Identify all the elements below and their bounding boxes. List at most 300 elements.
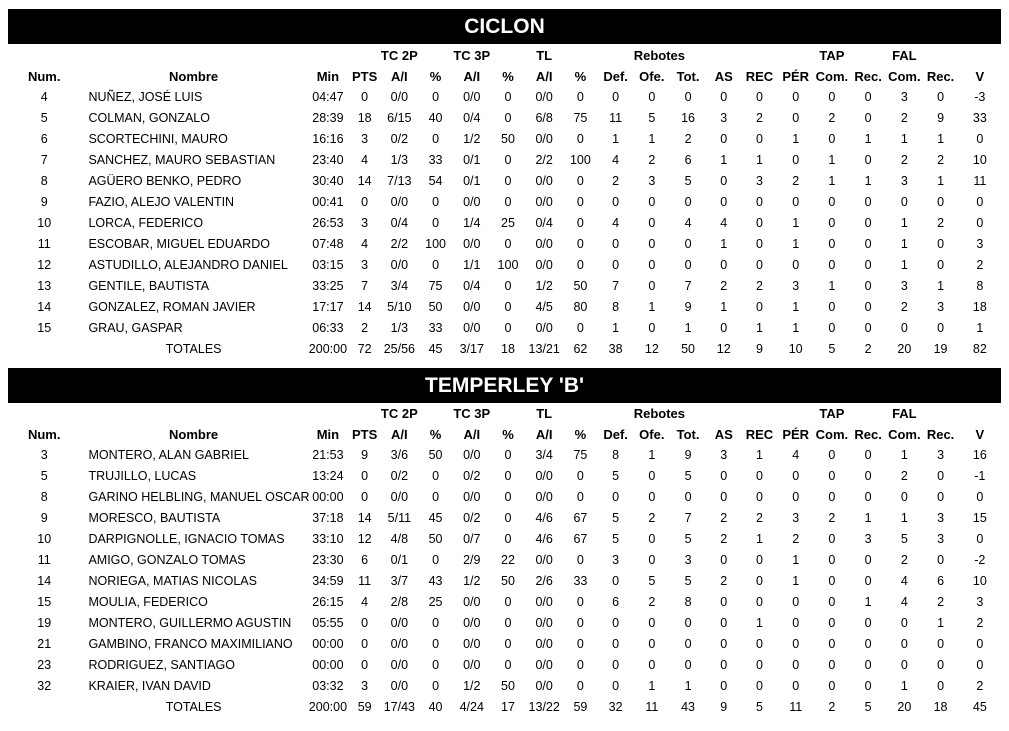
stat-cell: 2: [720, 279, 728, 293]
stat-cell: 6: [684, 153, 692, 167]
stat-cell: 0: [900, 658, 908, 672]
player-name: LORCA, FEDERICO: [88, 216, 204, 230]
stat-cell: 2: [755, 111, 763, 125]
player-row: [8, 276, 1001, 297]
stat-cell: 0: [432, 490, 440, 504]
stat-cell: 1: [864, 511, 872, 525]
column-header-cell: %: [574, 427, 587, 442]
stat-cell: 0: [828, 195, 836, 209]
stat-cell: 33: [428, 321, 443, 335]
stat-cell: 0: [576, 132, 584, 146]
team-stats-table: [8, 403, 1001, 718]
stat-cell: 0/0: [535, 469, 553, 483]
stat-cell: 0: [648, 321, 656, 335]
stat-cell: 80: [573, 300, 588, 314]
stat-cell: 07:48: [312, 237, 344, 251]
stat-cell: 50: [573, 279, 588, 293]
stat-cell: 1: [937, 279, 945, 293]
stat-cell: 0: [504, 658, 512, 672]
stat-cell: -3: [974, 90, 986, 104]
stat-cell: 0: [976, 637, 984, 651]
stat-cell: 1: [937, 174, 945, 188]
stat-cell: 9: [684, 448, 692, 462]
stat-cell: 0: [432, 216, 440, 230]
stat-cell: 16:16: [312, 132, 344, 146]
stat-cell: 0/0: [535, 258, 553, 272]
column-header-cell: PTS: [351, 427, 378, 442]
player-name: GENTILE, BAUTISTA: [88, 279, 210, 293]
stat-cell: 75: [428, 279, 443, 293]
player-name: AGÜERO BENKO, PEDRO: [88, 174, 242, 188]
stat-cell: 1: [828, 279, 836, 293]
stat-cell: 3: [976, 595, 984, 609]
stat-cell: 2: [648, 511, 656, 525]
stat-cell: 2: [937, 153, 945, 167]
stat-cell: 0: [900, 616, 908, 630]
column-header-cell: A/I: [391, 427, 408, 442]
player-name: NUÑEZ, JOSÉ LUIS: [88, 90, 203, 104]
stat-cell: 1: [648, 448, 656, 462]
stat-cell: 3: [648, 174, 656, 188]
stat-cell: 1: [612, 132, 620, 146]
stat-cell: 2: [900, 553, 908, 567]
stat-cell: 9: [40, 511, 48, 525]
stat-cell: 2: [612, 174, 620, 188]
stat-cell: 1: [900, 237, 908, 251]
stat-cell: 5: [648, 574, 656, 588]
player-name: GONZALEZ, ROMAN JAVIER: [88, 300, 256, 314]
totals-cell: 13/21: [528, 342, 560, 356]
stat-cell: 0/0: [390, 637, 409, 651]
stat-cell: 0: [612, 195, 620, 209]
stat-cell: 1: [755, 448, 763, 462]
totals-cell: 200:00: [308, 342, 348, 356]
player-name: GARINO HELBLING, MANUEL OSCAR: [88, 490, 310, 504]
stat-cell: 0: [576, 553, 584, 567]
stat-cell: 10: [37, 216, 52, 230]
stat-cell: 67: [573, 511, 588, 525]
player-name: ASTUDILLO, ALEJANDRO DANIEL: [88, 258, 288, 272]
stat-cell: 0: [648, 616, 656, 630]
column-header-cell: PÉR: [782, 69, 810, 84]
stat-cell: 1: [937, 616, 945, 630]
group-header-cell: [8, 403, 80, 424]
stat-cell: 1: [755, 616, 763, 630]
stat-cell: 0: [864, 153, 872, 167]
column-header-cell: PÉR: [782, 427, 810, 442]
stat-cell: 0: [937, 195, 945, 209]
stat-cell: 2: [755, 511, 763, 525]
group-header-cell: [598, 45, 634, 66]
group-header-cell: [922, 403, 958, 424]
totals-label: TOTALES: [165, 342, 222, 356]
stat-cell: 0: [937, 679, 945, 693]
stat-cell: 1/3: [390, 321, 409, 335]
group-header-cell: [349, 403, 380, 424]
stat-cell: 0: [576, 658, 584, 672]
stat-cell: 1: [612, 321, 620, 335]
stat-cell: 0: [864, 637, 872, 651]
group-header-cell: TAP: [819, 48, 845, 63]
stat-cell: 12: [357, 532, 372, 546]
player-row: [8, 150, 1001, 171]
player-row: [8, 571, 1001, 592]
stat-cell: 1: [900, 511, 908, 525]
totals-cell: 19: [933, 342, 948, 356]
stat-cell: 0: [720, 174, 728, 188]
stat-cell: 3: [755, 174, 763, 188]
stat-cell: 0: [648, 216, 656, 230]
stat-cell: 0: [792, 658, 800, 672]
stat-cell: 0: [504, 532, 512, 546]
stat-cell: 0: [864, 553, 872, 567]
stat-cell: 0: [504, 279, 512, 293]
stat-cell: 1: [900, 679, 908, 693]
player-name: RODRIGUEZ, SANTIAGO: [88, 658, 235, 672]
stat-cell: 8: [40, 490, 48, 504]
stat-cell: 1: [864, 132, 872, 146]
group-header-cell: [741, 403, 777, 424]
stat-cell: 0/1: [463, 153, 481, 167]
stat-cell: 0: [937, 658, 945, 672]
totals-cell: 5: [864, 700, 872, 714]
stat-cell: 0: [648, 490, 656, 504]
column-header-cell: Com.: [888, 69, 921, 84]
stat-cell: 0: [864, 111, 872, 125]
group-header-cell: [706, 45, 741, 66]
stat-cell: 2: [361, 321, 369, 335]
stat-cell: 6/15: [387, 111, 412, 125]
stat-cell: 0: [828, 321, 836, 335]
group-header-cell: [563, 45, 597, 66]
stat-cell: 0: [755, 469, 763, 483]
totals-cell: 10: [788, 342, 803, 356]
stat-cell: 100: [425, 237, 446, 251]
column-header-cell: AS: [714, 69, 733, 84]
stat-cell: 0: [648, 279, 656, 293]
stat-cell: 7: [361, 279, 369, 293]
stat-cell: 0: [755, 195, 763, 209]
stat-cell: 2: [720, 574, 728, 588]
stat-cell: 8: [684, 595, 692, 609]
stat-cell: 0: [792, 637, 800, 651]
team-title: TEMPERLEY 'B': [8, 368, 1001, 403]
player-name: GAMBINO, FRANCO MAXIMILIANO: [88, 637, 293, 651]
totals-cell: 62: [573, 342, 588, 356]
stat-cell: 0: [432, 132, 440, 146]
stat-cell: 3: [361, 679, 369, 693]
stat-cell: 4: [900, 574, 908, 588]
stat-cell: 0: [864, 258, 872, 272]
stat-cell: 0: [755, 258, 763, 272]
stat-cell: 0/1: [463, 174, 481, 188]
player-row: [8, 487, 1001, 508]
totals-label: TOTALES: [165, 700, 222, 714]
stat-cell: 0: [828, 448, 836, 462]
stat-cell: 0: [976, 216, 984, 230]
totals-cell: 12: [716, 342, 731, 356]
totals-cell: 50: [681, 342, 695, 356]
player-row: [8, 550, 1001, 571]
stat-cell: 0/1: [390, 553, 409, 567]
stat-cell: 0: [864, 616, 872, 630]
column-header-cell: Tot.: [676, 427, 700, 442]
stat-cell: 1: [684, 679, 692, 693]
stat-cell: 8: [612, 448, 620, 462]
column-header-cell: AS: [714, 427, 733, 442]
player-name: ESCOBAR, MIGUEL EDUARDO: [88, 237, 270, 251]
stat-cell: 0/0: [390, 195, 409, 209]
column-header-cell: Rec.: [854, 69, 882, 84]
stat-cell: 0/0: [535, 321, 553, 335]
totals-cell: 59: [357, 700, 372, 714]
stat-cell: 0: [976, 532, 984, 546]
stat-cell: 67: [573, 532, 588, 546]
stat-cell: 34:59: [312, 574, 344, 588]
stat-cell: 8: [612, 300, 620, 314]
stat-cell: 3: [612, 553, 620, 567]
group-header-cell: FAL: [892, 48, 917, 63]
stat-cell: 0: [432, 616, 440, 630]
stat-cell: 5: [684, 174, 692, 188]
stat-cell: 0: [504, 111, 512, 125]
stat-cell: 0: [864, 90, 872, 104]
stat-cell: 0: [504, 595, 512, 609]
group-header-cell: TC 2P: [380, 406, 418, 421]
group-header-cell: [8, 45, 80, 66]
stat-cell: 0: [720, 658, 728, 672]
totals-cell: 4/24: [459, 700, 484, 714]
team-stats-table: [8, 45, 1001, 360]
stat-cell: 0: [720, 195, 728, 209]
stat-cell: 1: [864, 174, 872, 188]
stat-cell: 0: [648, 237, 656, 251]
stat-cell: 2: [900, 469, 908, 483]
totals-cell: 20: [897, 342, 912, 356]
stat-cell: 2: [648, 153, 656, 167]
column-header-cell: %: [574, 69, 587, 84]
stat-cell: 1: [648, 679, 656, 693]
stat-cell: 0/7: [463, 532, 481, 546]
stat-cell: 0: [432, 90, 440, 104]
stat-cell: 1/2: [463, 132, 481, 146]
group-header-cell: [349, 45, 380, 66]
stat-cell: 0/0: [390, 490, 409, 504]
stat-cell: 0: [755, 237, 763, 251]
stat-cell: 0/2: [463, 511, 481, 525]
stat-cell: 0: [504, 469, 512, 483]
stat-cell: 0: [792, 90, 800, 104]
stat-cell: 37:18: [312, 511, 344, 525]
stat-cell: 0/0: [390, 658, 409, 672]
stat-cell: 0: [792, 679, 800, 693]
stat-cell: 0: [720, 637, 728, 651]
stat-cell: 0/0: [535, 658, 553, 672]
stat-cell: 3: [361, 132, 369, 146]
player-name: MOULIA, FEDERICO: [88, 595, 208, 609]
stat-cell: 0: [720, 679, 728, 693]
stat-cell: 2: [828, 511, 836, 525]
stat-cell: 3/4: [390, 279, 409, 293]
totals-cell: 11: [645, 700, 659, 714]
stat-cell: 0: [792, 258, 800, 272]
stat-cell: 0/0: [535, 132, 553, 146]
stat-cell: 0/2: [390, 469, 409, 483]
column-header-cell: Rec.: [854, 427, 882, 442]
stat-cell: 6: [937, 574, 945, 588]
stat-cell: 2/2: [390, 237, 409, 251]
stat-cell: 3: [900, 279, 908, 293]
stat-cell: 3: [684, 553, 692, 567]
stat-cell: 5: [900, 532, 908, 546]
totals-cell: 18: [501, 342, 515, 356]
stat-cell: 5/10: [387, 300, 412, 314]
stat-cell: 0/0: [535, 490, 553, 504]
stat-cell: 0: [828, 553, 836, 567]
stat-cell: 0/2: [390, 132, 409, 146]
stat-cell: 2: [684, 132, 692, 146]
stat-cell: 0: [792, 111, 800, 125]
stat-cell: 0: [900, 321, 908, 335]
stat-cell: 0: [504, 153, 512, 167]
stat-cell: 75: [573, 448, 588, 462]
stat-cell: 1: [648, 132, 656, 146]
stat-cell: 3: [361, 258, 369, 272]
stat-cell: 1: [792, 300, 800, 314]
group-header-cell: [80, 403, 306, 424]
column-header-cell: Com.: [888, 427, 921, 442]
stat-cell: 19: [37, 616, 52, 630]
stat-cell: 0: [361, 469, 369, 483]
totals-cell: 72: [357, 342, 372, 356]
stat-cell: 0: [504, 637, 512, 651]
stat-cell: 5: [684, 532, 692, 546]
stat-cell: 0: [900, 490, 908, 504]
stat-cell: 0: [976, 658, 984, 672]
stat-cell: 0: [720, 132, 728, 146]
stat-cell: 1: [792, 132, 800, 146]
stat-cell: 0/0: [535, 595, 553, 609]
stat-cell: 0: [612, 637, 620, 651]
player-row: [8, 634, 1001, 655]
stat-cell: 0: [864, 658, 872, 672]
column-header-cell: V: [975, 427, 985, 442]
stat-cell: 16: [681, 111, 695, 125]
stat-cell: 1: [900, 216, 908, 230]
column-header-cell: A/I: [463, 427, 481, 442]
stat-cell: 2: [976, 258, 984, 272]
stat-cell: 1: [864, 595, 872, 609]
stat-cell: 0: [684, 490, 692, 504]
stat-cell: 26:15: [312, 595, 344, 609]
column-header-cell: %: [502, 427, 514, 442]
stat-cell: 0: [755, 658, 763, 672]
stat-cell: 0: [937, 90, 945, 104]
stat-cell: 0: [648, 469, 656, 483]
column-header-cell: Rec.: [926, 69, 955, 84]
stat-cell: 5: [684, 574, 692, 588]
stat-cell: 0: [900, 637, 908, 651]
stat-cell: 0/0: [463, 490, 481, 504]
totals-cell: 38: [608, 342, 623, 356]
stat-cell: 0: [864, 279, 872, 293]
column-header-cell: A/I: [535, 427, 553, 442]
stat-cell: 0/0: [463, 90, 481, 104]
player-name: NORIEGA, MATIAS NICOLAS: [88, 574, 257, 588]
stat-cell: 0: [361, 490, 369, 504]
stat-cell: 33:10: [312, 532, 344, 546]
column-header-cell: Min: [316, 427, 340, 442]
stat-cell: 03:15: [312, 258, 344, 272]
player-row: [8, 255, 1001, 276]
stat-cell: 0: [755, 132, 763, 146]
totals-cell: 18: [933, 700, 948, 714]
group-header-cell: [959, 403, 1001, 424]
column-header-cell: Nombre: [169, 427, 219, 442]
totals-cell: 25/56: [383, 342, 415, 356]
stat-cell: 0: [755, 637, 763, 651]
stat-cell: 0: [576, 321, 584, 335]
player-name: AMIGO, GONZALO TOMAS: [88, 553, 246, 567]
stat-cell: 1: [900, 448, 908, 462]
stat-cell: 28:39: [312, 111, 344, 125]
stat-cell: 06:33: [312, 321, 344, 335]
stat-cell: 0: [828, 616, 836, 630]
stat-cell: 0/0: [535, 195, 553, 209]
group-header-cell: TL: [536, 48, 553, 63]
stat-cell: 0: [976, 490, 984, 504]
stat-cell: 0/0: [463, 637, 481, 651]
stat-cell: 0/0: [535, 553, 553, 567]
stat-cell: 0: [828, 679, 836, 693]
totals-spacer: [8, 697, 80, 718]
stat-cell: 0: [864, 490, 872, 504]
stat-cell: 0: [684, 616, 692, 630]
totals-cell: 45: [428, 342, 443, 356]
totals-cell: 11: [789, 700, 803, 714]
stat-cell: 05:55: [312, 616, 344, 630]
stat-cell: 0: [576, 490, 584, 504]
stat-cell: 0: [432, 679, 440, 693]
stat-cell: 0: [864, 679, 872, 693]
stat-cell: 00:00: [312, 490, 344, 504]
group-header-cell: [959, 45, 1001, 66]
player-name: MORESCO, BAUTISTA: [88, 511, 221, 525]
totals-cell: 82: [972, 342, 987, 356]
stat-cell: 00:00: [312, 658, 344, 672]
stat-cell: 0: [361, 658, 369, 672]
stat-cell: 0: [504, 90, 512, 104]
totals-cell: 2: [864, 342, 872, 356]
stat-cell: 0: [828, 300, 836, 314]
stat-cell: 0: [648, 658, 656, 672]
stat-cell: 13:24: [312, 469, 344, 483]
stat-cell: 0: [828, 469, 836, 483]
stat-cell: 2: [720, 532, 728, 546]
player-row: [8, 318, 1001, 339]
stat-cell: 1: [976, 321, 984, 335]
stat-cell: 5: [684, 469, 692, 483]
group-header-cell: [850, 403, 886, 424]
stat-cell: 0: [720, 616, 728, 630]
stat-cell: 0: [755, 216, 763, 230]
stat-cell: 17:17: [312, 300, 344, 314]
stat-cell: 0: [937, 237, 945, 251]
player-name: SCORTECHINI, MAURO: [88, 132, 228, 146]
stat-cell: 0: [504, 195, 512, 209]
stat-cell: 0: [504, 616, 512, 630]
stat-cell: 0: [864, 195, 872, 209]
